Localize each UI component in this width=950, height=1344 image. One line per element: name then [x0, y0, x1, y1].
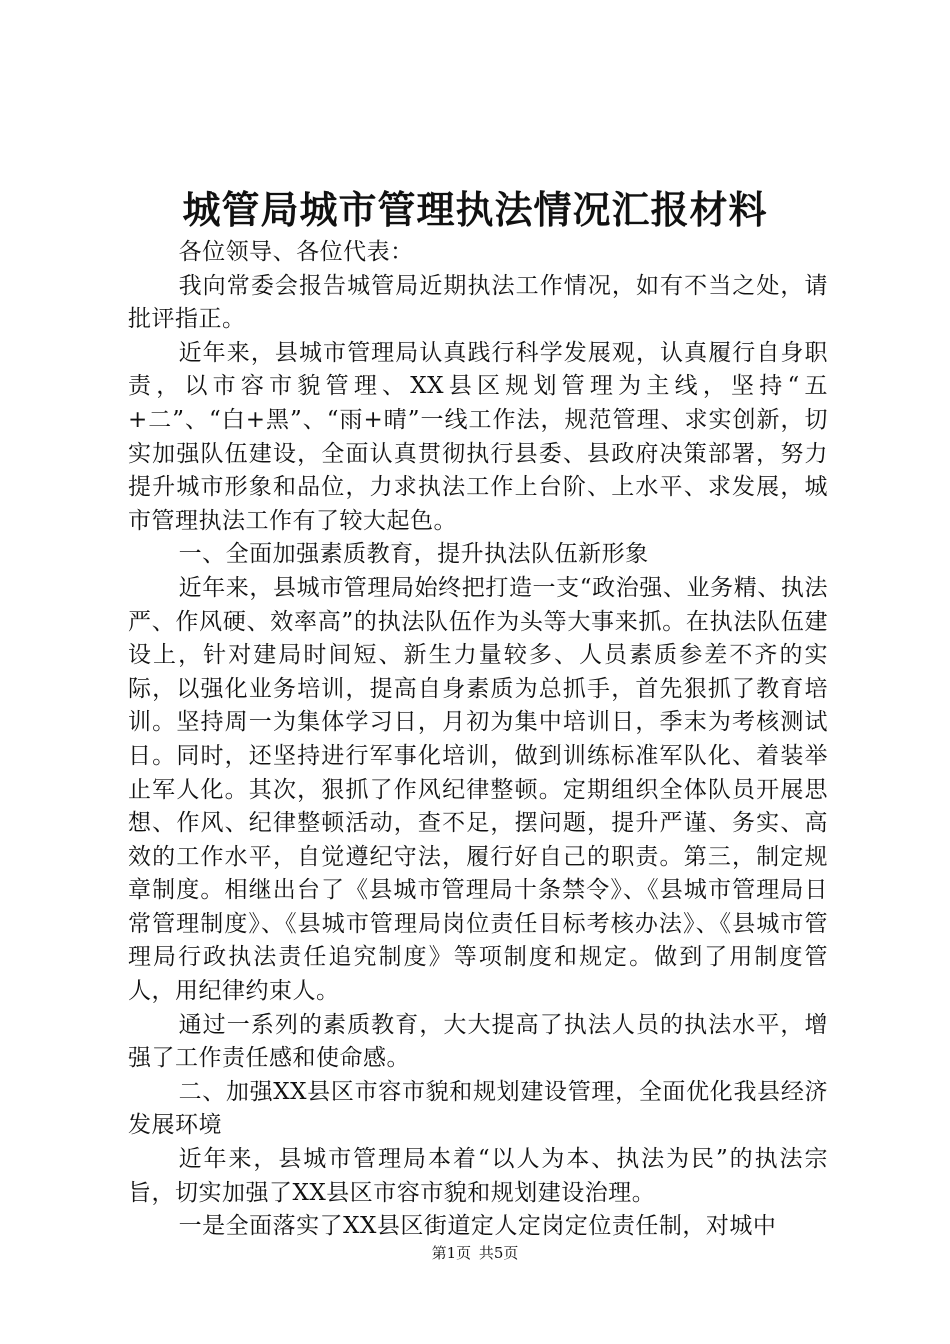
body-paragraph: 通过一系列的素质教育，大大提高了执法人员的执法水平，增强了工作责任感和使命感。 — [128, 1011, 828, 1072]
salutation-paragraph: 各位领导、各位代表： — [178, 239, 414, 265]
section-heading: 二、加强XX县区市容市貌和规划建设管理，全面优化我县经济发展环境 — [128, 1078, 828, 1139]
body-paragraph: 一是全面落实了XX县区街道定人定岗定位责任制，对城中 — [178, 1213, 777, 1240]
document-body — [128, 236, 828, 1244]
body-paragraph: 近年来，县城市管理局本着“以人为本、执法为民”的执法宗旨，切实加强了XX县区市容市貌和规划建设治理。 — [128, 1146, 828, 1206]
body-paragraph: 近年来，县城市管理局认真践行科学发展观，认真履行自身职责，以市容市貌管理、XX县区规划管理为主线，坚持“五+二”、“白+黑”、“雨+晴”一线工作法，规范管理、求实创新，切实加强队伍建设，全面认真贯彻执行县委、县政府决策部署，努力提升城市形象和品位，力求执法工作上台阶、上水平、求发展，城市管理执法工作有了较大起色。 — [128, 339, 828, 534]
section-heading: 一、全面加强素质教育，提升执法队伍新形象 — [178, 541, 649, 568]
body-paragraph: 我向常委会报告城管局近期执法工作情况，如有不当之处，请批评指正。 — [128, 272, 828, 333]
document-title: 城管局城市管理执法情况汇报材料 — [182, 187, 768, 232]
body-paragraph: 近年来，县城市管理局始终把打造一支“政治强、业务精、执法严、作风硬、效率高”的执法队伍作为头等大事来抓。在执法队伍建设上，针对建局时间短、新生力量较多、人员素质参差不齐的实际，以强化业务培训，提高自身素质为总抓手，首先狠抓了教育培训。坚持周一为集体学习日，月初为集中培训日，季末为考核测试日。同时，还坚持进行军事化培训，做到训练标准军队化、着装举止军人化。其次，狠抓了作风纪律整顿。定期组织全体队员开展思想、作风、纪律整顿活动，查不足，摆问题，提升严谨、务实、高效的工作水平，自觉遵纪守法，履行好自己的职责。第三，制定规章制度。相继出台了《县城市管理局十条禁令》、《县城市管理局日常管理制度》、《县城市管理局岗位责任目标考核办法》、《县城市管理局行政执法责任追究制度》等项制度和规定。做到了用制度管人，用纪律约束人。 — [128, 574, 828, 1005]
page-number-footer: 第1页 共5页 — [431, 1244, 519, 1262]
